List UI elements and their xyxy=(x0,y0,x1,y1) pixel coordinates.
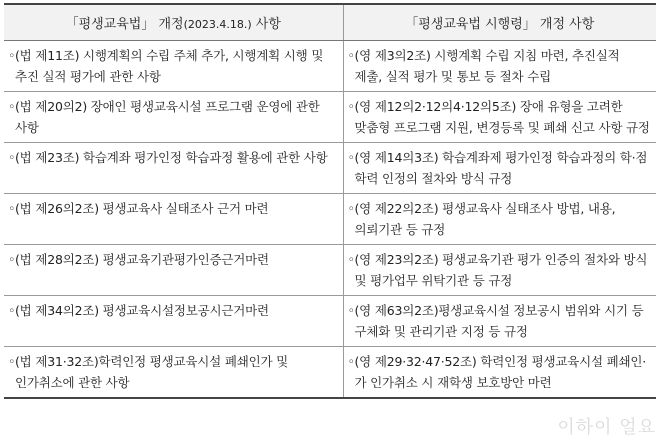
act-cell xyxy=(4,347,343,399)
decree-item-text: (영 제22의2조) 평생교육사 실태조사 방법, 내용, 의뢰기관 등 규정 xyxy=(354,201,616,237)
decree-cell xyxy=(343,41,656,92)
decree-item-text: (영 제63의2조)평생교육시설 정보공시 범위와 시기 등 구체화 및 관리기관 지정 등 규정 xyxy=(354,303,644,339)
table-row xyxy=(4,296,656,347)
header-left-suffix: 사항 xyxy=(251,17,281,32)
bullet-icon: ◦ xyxy=(347,48,355,63)
bullet-icon: ◦ xyxy=(347,303,355,318)
act-item-text: (법 제23조) 학습계좌 평가인정 학습과정 활용에 관한 사항 xyxy=(15,150,328,165)
act-item-text: (법 제26의2조) 평생교육사 실태조사 근거 마련 xyxy=(15,201,269,216)
bullet-icon: ◦ xyxy=(8,201,16,216)
decree-item-text: (영 제12의2·12의4·12의5조) 장애 유형을 고려한 맞춤형 프로그램 지원, 변경등록 및 폐쇄 신고 사항 규정 xyxy=(354,99,650,135)
bullet-icon: ◦ xyxy=(8,48,16,63)
decree-item-text: (영 제14의3조) 학습계좌제 평가인정 학습과정의 학·점 학력 인정의 절차와 방식 규정 xyxy=(354,150,648,186)
decree-cell xyxy=(343,143,656,194)
bullet-icon: ◦ xyxy=(8,150,16,165)
act-item-text: (법 제11조) 시행계획의 수립 주체 추가, 시행계획 시행 및 추진 실적 평가에 관한 사항 xyxy=(15,48,324,84)
bullet-icon: ◦ xyxy=(8,354,16,369)
act-item-text: (법 제28의2조) 평생교육기관평가인증근거마련 xyxy=(15,252,269,267)
act-item-text: (법 제20의2) 장애인 평생교육시설 프로그램 운영에 관한 사항 xyxy=(15,99,320,135)
act-cell xyxy=(4,194,343,245)
watermark: 이하이 얼요 xyxy=(557,417,656,438)
act-item-text: (법 제34의2조) 평생교육시설정보공시근거마련 xyxy=(15,303,269,318)
act-cell xyxy=(4,296,343,347)
act-cell xyxy=(4,245,343,296)
header-right-title: 「평생교육법 시행령」 개정 사항 xyxy=(405,17,595,32)
decree-cell xyxy=(343,92,656,143)
bullet-icon: ◦ xyxy=(347,150,355,165)
bullet-icon: ◦ xyxy=(347,99,355,114)
act-cell xyxy=(4,92,343,143)
table-row xyxy=(4,245,656,296)
table-row xyxy=(4,41,656,92)
header-decree-amendments xyxy=(343,4,656,41)
decree-item-text: (영 제23의2조) 평생교육기관 평가 인증의 절차와 방식 및 평가업무 위탁기관 등 규정 xyxy=(354,252,648,288)
act-cell xyxy=(4,41,343,92)
decree-cell xyxy=(343,347,656,399)
table-row xyxy=(4,347,656,399)
bullet-icon: ◦ xyxy=(8,252,16,267)
decree-cell xyxy=(343,245,656,296)
bullet-icon: ◦ xyxy=(8,99,16,114)
act-cell xyxy=(4,143,343,194)
act-item-text: (법 제31·32조)학력인정 평생교육시설 폐쇄인가 및 인가취소에 관한 사항 xyxy=(15,354,288,390)
bullet-icon: ◦ xyxy=(347,354,355,369)
decree-item-text: (영 제29·32·47·52조) 학력인정 평생교육시설 폐쇄인·가 인가취소 시 재학생 보호방안 마련 xyxy=(354,354,647,390)
decree-item-text: (영 제3의2조) 시행계획 수립 지침 마련, 추진실적 제출, 실적 평가 및 통보 등 절차 수립 xyxy=(354,48,620,84)
bullet-icon: ◦ xyxy=(8,303,16,318)
decree-cell xyxy=(343,296,656,347)
header-left-title: 「평생교육법」 개정 xyxy=(65,17,184,32)
header-act-amendments xyxy=(4,4,343,41)
bullet-icon: ◦ xyxy=(347,201,355,216)
table-row xyxy=(4,143,656,194)
table-header-row xyxy=(4,4,656,41)
amendment-comparison-table xyxy=(4,3,656,399)
header-left-date: (2023.4.18.) xyxy=(183,18,252,31)
table-row xyxy=(4,194,656,245)
decree-cell xyxy=(343,194,656,245)
bullet-icon: ◦ xyxy=(347,252,355,267)
table-row xyxy=(4,92,656,143)
